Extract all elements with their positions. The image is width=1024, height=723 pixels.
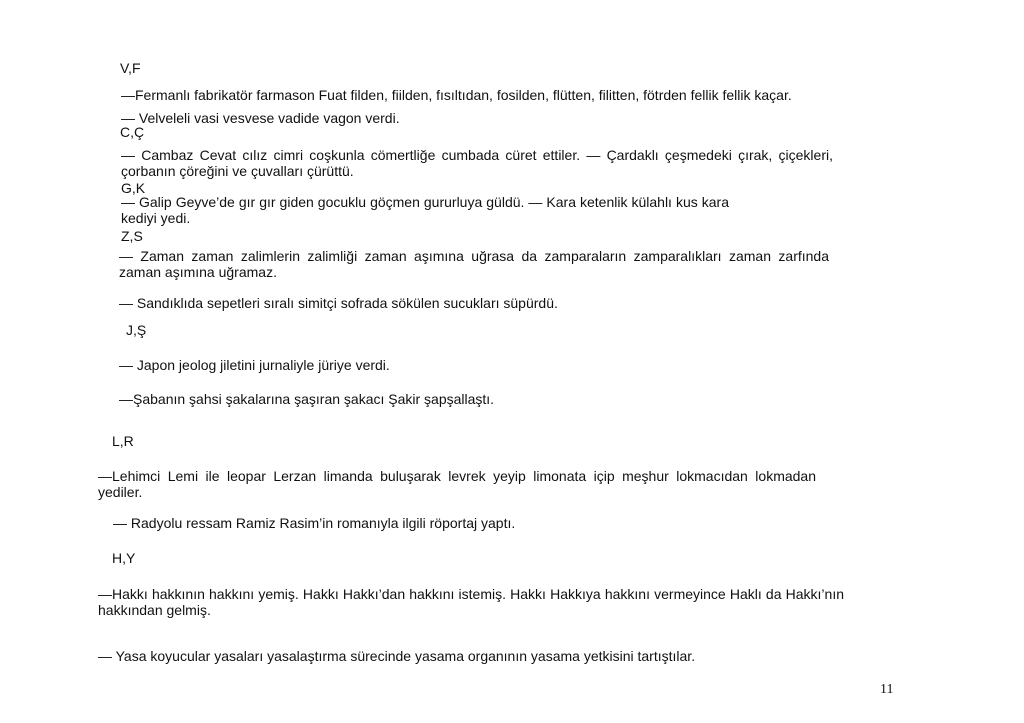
sentence-vf-2: — Velveleli vasi vesvese vadide vagon verdi. — [121, 110, 400, 126]
paragraph-gk: — Galip Geyve’de gır gır giden gocuklu göçmen gururluya güldü. — Kara ketenlik külahlı kus kara kediyi yedi. — [121, 194, 729, 226]
sentence-zs-2: — Sandıklıda sepetleri sıralı simitçi sofrada sökülen sucukları süpürdü. — [119, 295, 558, 311]
sentence-vf-1: —Fermanlı fabrikatör farmason Fuat filden, fiilden, fısıltıdan, fosilden, flütten, filitten, fötrden fellik fellik kaçar. — [121, 87, 792, 103]
sentence-js-1: — Japon jeolog jiletini jurnaliyle jüriye verdi. — [119, 357, 390, 373]
heading-hy: H,Y — [112, 550, 136, 566]
heading-zs: Z,S — [121, 228, 143, 244]
paragraph-hy: —Hakkı hakkının hakkını yemiş. Hakkı Hakkı’dan hakkını istemiş. Hakkı Hakkıya hakkını vermeyince Haklı da Hakkı’nın hakkından gelmiş. — [98, 586, 844, 618]
paragraph-lr: —Lehimci Lemi ile leopar Lerzan limanda buluşarak levrek yeyip limonata içip meşhur lokmacıdan lokmadan yediler. — [98, 468, 816, 500]
heading-js: J,Ş — [126, 322, 147, 338]
heading-lr: L,R — [112, 433, 134, 449]
sentence-lr-2: — Radyolu ressam Ramiz Rasim’in romanıyla ilgili röportaj yaptı. — [113, 515, 516, 531]
paragraph-zs: — Zaman zaman zalimlerin zalimliği zaman aşımına uğrasa da zamparaların zamparalıkları zaman zarfında zaman aşımına uğramaz. — [119, 248, 829, 280]
page-number: 11 — [880, 682, 894, 697]
sentence-hy-2: — Yasa koyucular yasaları yasalaştırma sürecinde yasama organının yasama yetkisini tartıştılar. — [98, 648, 696, 664]
heading-cc: C,Ç — [120, 124, 145, 140]
heading-vf: V,F — [120, 60, 141, 76]
paragraph-cc: — Cambaz Cevat cılız cimri coşkunla cömertliğe cumbada cüret ettiler. — Çardaklı çeşmedeki çırak, çiçekleri, çorbanın çöreğini ve çuvalları çürüttü. — [121, 147, 833, 179]
sentence-js-2: —Şabanın şahsi şakalarına şaşıran şakacı Şakir şapşallaştı. — [119, 391, 495, 407]
heading-gk: G,K — [121, 180, 146, 196]
